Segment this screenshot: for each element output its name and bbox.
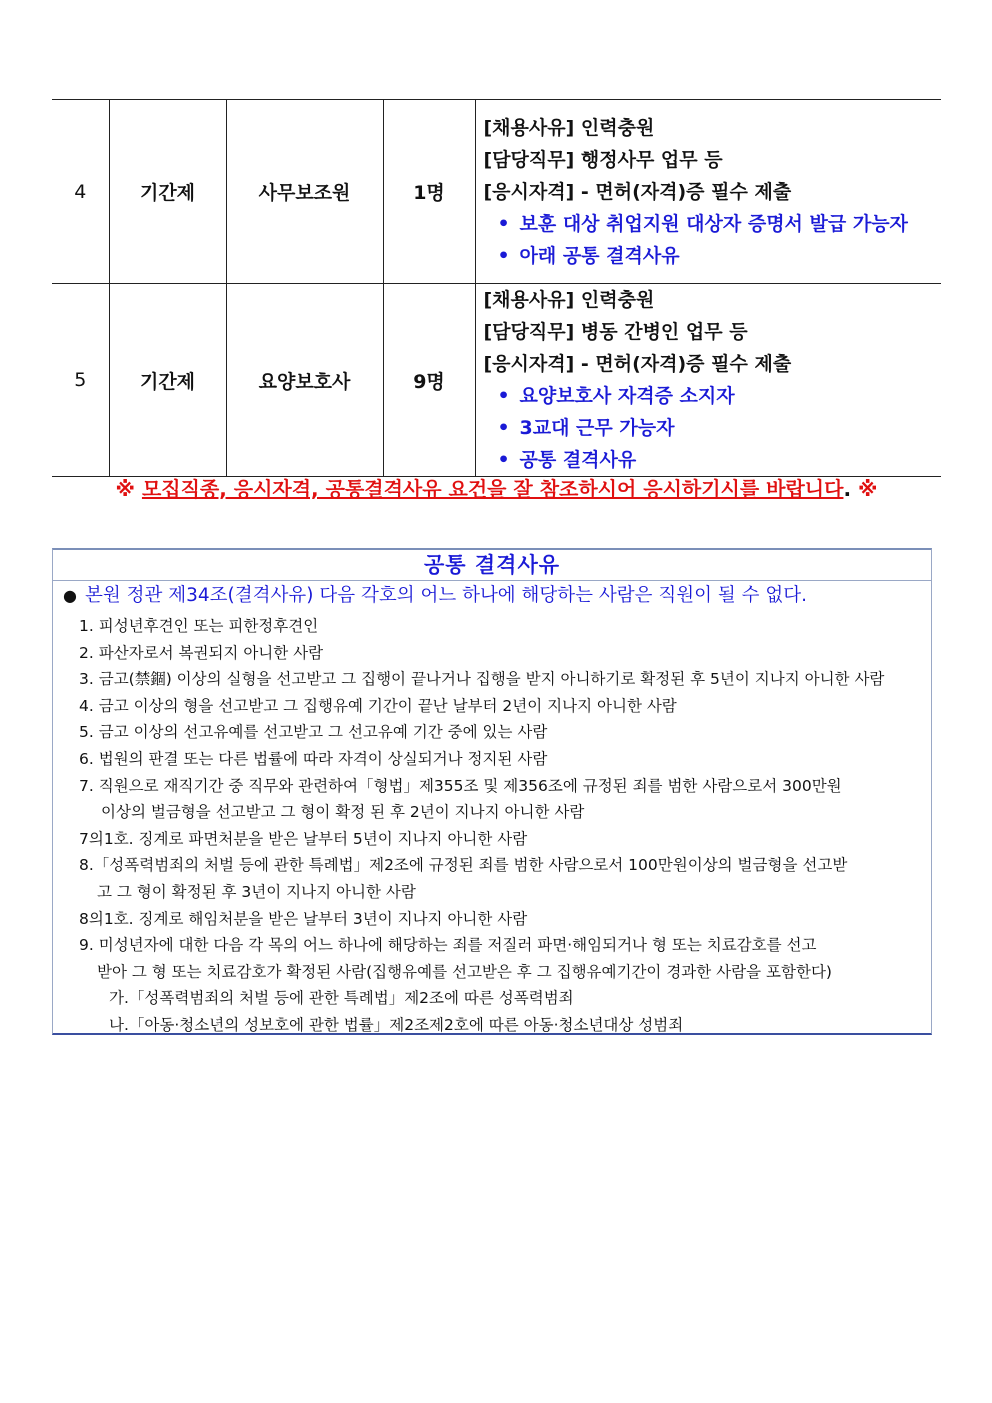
list-item: 9. 미성년자에 대한 다음 각 목의 어느 하나에 해당하는 죄를 저질러 파면·해임되거나 형 또는 치료감호를 선고 (79, 936, 817, 955)
qualification-bullet: • 3교대 근무 가능자 (484, 412, 942, 444)
row-number: 4 (52, 100, 109, 284)
notice-mark: ※ (115, 477, 135, 501)
employment-type: 기간제 (109, 100, 226, 284)
bullet-dot: • (497, 244, 510, 267)
bullet-dot: • (497, 417, 510, 439)
desc-line: [채용사유] 인력충원 (483, 116, 655, 139)
qualification-bullet: • 아래 공통 결격사유 (484, 240, 942, 272)
qualification-bullet: • 보훈 대상 취업지원 대상자 증명서 발급 가능자 (484, 208, 942, 240)
desc-line: [응시자격] - 면허(자격)증 필수 제출 (483, 180, 792, 203)
headcount: 9명 (383, 284, 475, 477)
headcount: 1명 (383, 100, 475, 284)
list-item: 2. 파산자로서 복권되지 아니한 사람 (79, 643, 324, 662)
notice-end-mark: ※ (858, 477, 878, 501)
recruitment-table (52, 99, 941, 477)
intro-bullet: ● (63, 586, 77, 605)
list-item: 1. 피성년후견인 또는 피한정후견인 (79, 617, 319, 635)
list-item: 7의1호. 징계로 파면처분을 받은 날부터 5년이 지나지 아니한 사람 (79, 829, 528, 848)
job-description (475, 100, 941, 284)
sub-item: 가.「성폭력범죄의 처벌 등에 관한 특례법」제2조에 따른 성폭력범죄 (109, 989, 574, 1008)
list-item: 7. 직원으로 재직기간 중 직무와 관련하여「형법」제355조 및 제356조에 규정된 죄를 범한 사람으로서 300만원 (79, 776, 842, 795)
row-number: 5 (52, 284, 109, 477)
desc-line: [담당직무] 병동 간병인 업무 등 (483, 321, 748, 343)
qualification-bullet: • 요양보호사 자격증 소지자 (484, 380, 942, 412)
job-title: 사무보조원 (226, 100, 383, 284)
section-title: 공통 결격사유 (53, 550, 931, 581)
bullet-dot: • (497, 212, 510, 235)
list-item-continuation: 받아 그 형 또는 치료감호가 확정된 사람(집행유예를 선고받은 후 그 집행유예기간이 경과한 사람을 포함한다) (97, 962, 832, 981)
desc-line: [채용사유] 인력충원 (483, 289, 655, 311)
job-title: 요양보호사 (226, 284, 383, 477)
table-row (52, 284, 941, 477)
employment-type: 기간제 (109, 284, 226, 477)
disqualification-list (53, 613, 931, 1039)
sub-item: 나.「아동·청소년의 성보호에 관한 법률」제2조제2호에 따른 아동·청소년대상 성범죄 (109, 1015, 684, 1034)
notice-text (52, 473, 941, 502)
qualification-bullet: • 공통 결격사유 (484, 444, 942, 476)
list-item: 5. 금고 이상의 선고유예를 선고받고 그 선고유예 기간 중에 있는 사람 (79, 723, 548, 742)
list-item: 8의1호. 징계로 해임처분을 받은 날부터 3년이 지나지 아니한 사람 (79, 909, 528, 928)
disqualification-box (52, 548, 932, 1035)
list-item: 8.「성폭력범죄의 처벌 등에 관한 특례법」제2조에 규정된 죄를 범한 사람으로서 100만원이상의 벌금형을 선고받 (79, 856, 848, 875)
desc-line: [응시자격] - 면허(자격)증 필수 제출 (483, 353, 792, 375)
list-item: 6. 법원의 판결 또는 다른 법률에 따라 자격이 상실되거나 정지된 사람 (79, 749, 548, 768)
table-row (52, 100, 941, 284)
notice-message: 모집직종, 응시자격, 공통결격사유 요건을 잘 참조하시어 응시하기시를 바랍니다 (141, 477, 844, 501)
intro-statement: ● 본원 정관 제34조(결격사유) 다음 각호의 어느 하나에 해당하는 사람은 직원이 될 수 없다. (53, 583, 931, 609)
list-item: 4. 금고 이상의 형을 선고받고 그 집행유예 기간이 끝난 날부터 2년이 지나지 아니한 사람 (79, 696, 677, 715)
list-item-continuation: 이상의 벌금형을 선고받고 그 형이 확정 된 후 2년이 지나지 아니한 사람 (101, 803, 585, 822)
list-item-continuation: 고 그 형이 확정된 후 3년이 지나지 아니한 사람 (97, 882, 416, 901)
list-item: 3. 금고(禁錮) 이상의 실형을 선고받고 그 집행이 끝나거나 집행을 받지 아니하기로 확정된 후 5년이 지나지 아니한 사람 (79, 670, 885, 689)
bullet-dot: • (497, 385, 510, 407)
job-description (475, 284, 941, 477)
bullet-dot: • (497, 449, 510, 471)
notice-period: . (843, 477, 852, 501)
desc-line: [담당직무] 행정사무 업무 등 (483, 148, 723, 171)
